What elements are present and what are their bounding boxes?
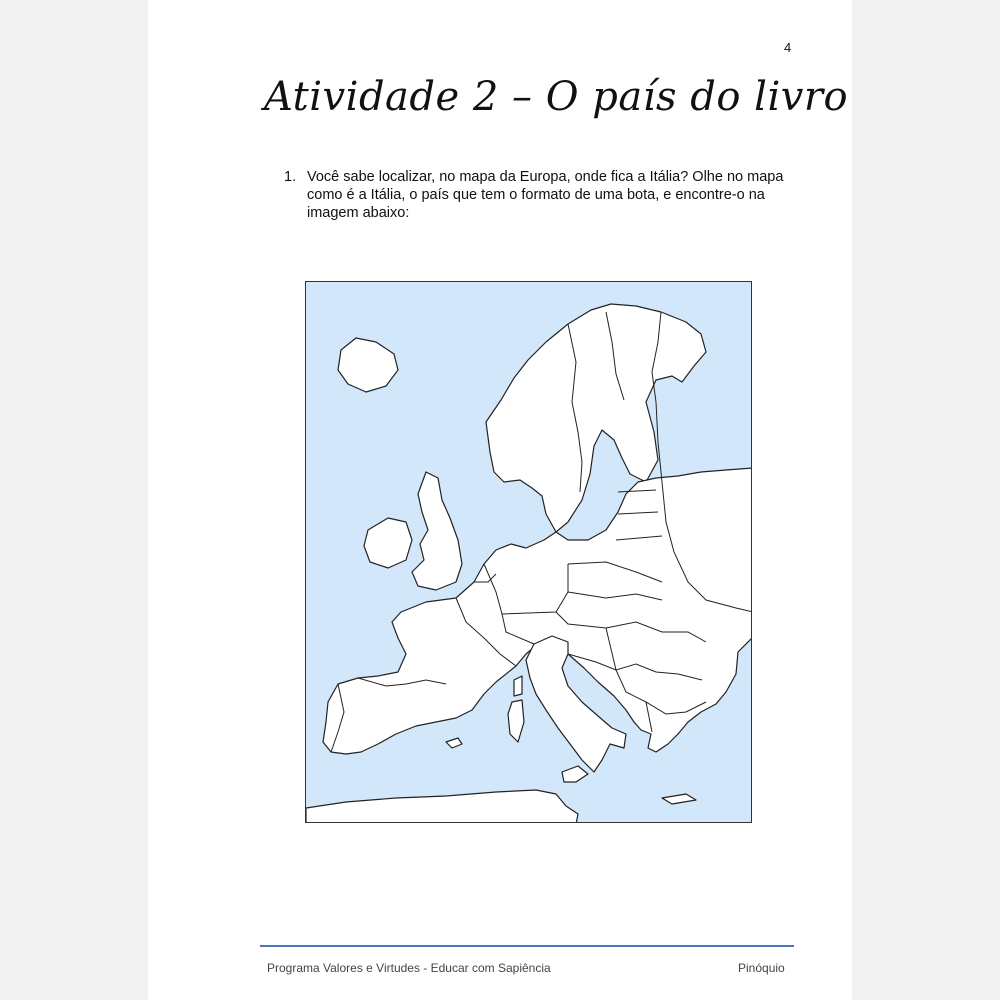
- iceland-shape: [338, 338, 398, 392]
- question-item: [284, 168, 794, 222]
- europe-map-drawing: [306, 282, 752, 823]
- sardinia-shape: [508, 700, 524, 742]
- crete-shape: [662, 794, 696, 804]
- balearic-shape: [446, 738, 462, 748]
- sicily-shape: [562, 766, 588, 782]
- page-number: 4: [784, 40, 792, 55]
- europe-map: [305, 281, 752, 823]
- great-britain-shape: [412, 472, 462, 590]
- corsica-shape: [514, 676, 522, 696]
- footer-program-name: Programa Valores e Virtudes - Educar com Sapiência: [267, 961, 551, 975]
- question-text: Você sabe localizar, no mapa da Europa, onde fica a Itália? Olhe no mapa como é a Itália, o país que tem o formato de uma bota, e encontre-o na imagem abaixo:: [307, 169, 784, 221]
- footer-book-name: Pinóquio: [738, 961, 785, 975]
- ireland-shape: [364, 518, 412, 568]
- question-number: 1.: [284, 169, 297, 185]
- footer-rule: [260, 945, 794, 947]
- activity-title: Atividade 2 – O país do livro: [264, 74, 849, 120]
- north-africa-shape: [306, 790, 578, 823]
- document-page: [148, 0, 852, 1000]
